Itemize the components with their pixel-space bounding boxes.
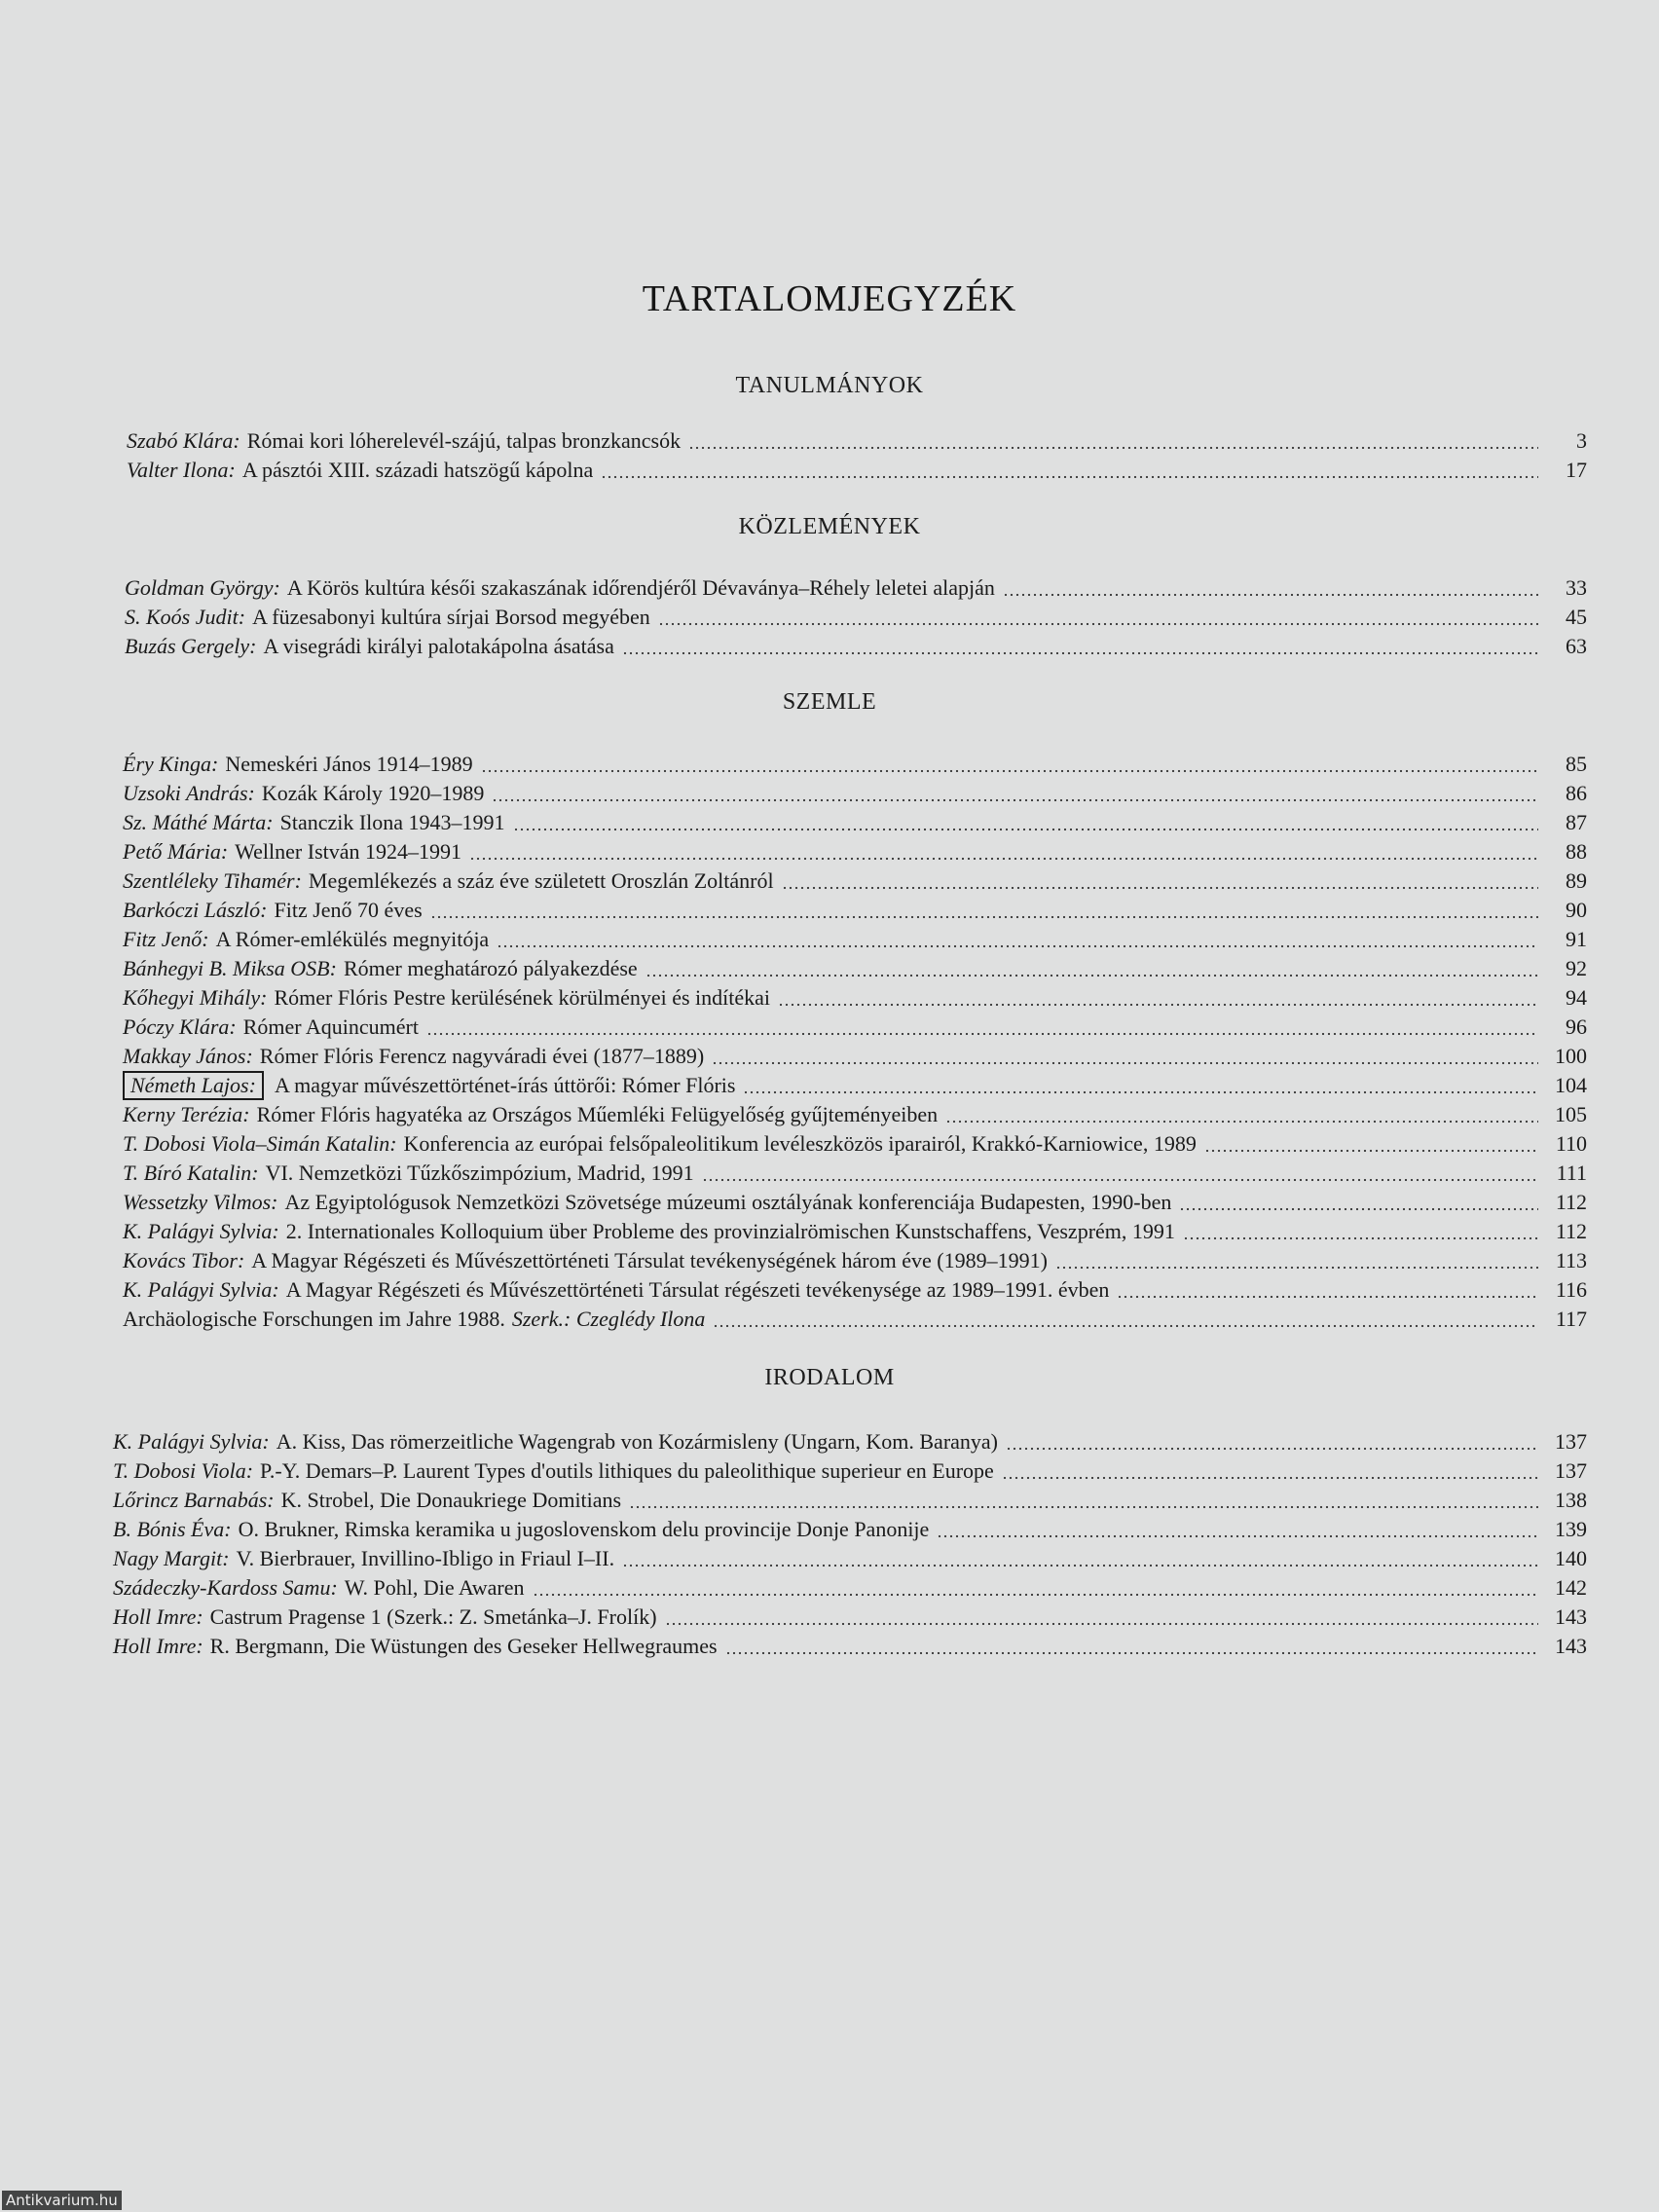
toc-entry[interactable] xyxy=(127,456,1587,485)
toc-entry[interactable] xyxy=(113,1515,1587,1544)
entry-title: Wellner István 1924–1991 xyxy=(235,839,462,864)
dot-leader xyxy=(645,956,1538,977)
entry-title: Rómer Aquincumért xyxy=(242,1014,419,1039)
entry-page-number: 113 xyxy=(1555,1248,1587,1272)
dot-leader xyxy=(497,927,1538,948)
section-list-tanulmanyok xyxy=(127,426,1587,485)
entry-page-number: 142 xyxy=(1555,1575,1587,1600)
entry-page-number: 89 xyxy=(1566,868,1587,893)
dot-leader xyxy=(622,1546,1538,1567)
entry-page-number: 104 xyxy=(1555,1073,1587,1097)
entry-title: Római kori lóherelevél-szájú, talpas bronzkancsók xyxy=(246,428,682,453)
entry-title: 2. Internationales Kolloquium über Probleme des provinzialrömischen Kunstschaffens, Veszprém, 1991 xyxy=(285,1219,1175,1243)
entry-page-number: 105 xyxy=(1555,1102,1587,1126)
dot-leader xyxy=(658,605,1538,626)
dot-leader xyxy=(1006,1429,1538,1451)
entry-title: Az Egyiptológusok Nemzetközi Szövetsége múzeumi osztályának konferenciája Budapesten, 1990-ben xyxy=(284,1190,1172,1214)
toc-entry[interactable] xyxy=(113,1632,1587,1661)
entry-author: Kovács Tibor: xyxy=(123,1248,245,1272)
entry-page-number: 87 xyxy=(1566,810,1587,834)
section-heading-kozlemenyek: KÖZLEMÉNYEK xyxy=(738,514,921,539)
entry-page-number: 85 xyxy=(1566,752,1587,776)
dot-leader xyxy=(426,1014,1538,1036)
entry-page-number: 92 xyxy=(1566,956,1587,980)
entry-author: Póczy Klára: xyxy=(123,1014,237,1039)
entry-author: Szabó Klára: xyxy=(127,428,240,453)
entry-title: Konferencia az európai felsőpaleolitikum levéleszközös iparairól, Krakkó-Karniowice, 1989 xyxy=(403,1131,1197,1156)
entry-author: B. Bónis Éva: xyxy=(113,1517,232,1541)
entry-title: A Magyar Régészeti és Művészettörténeti Társulat tevékenységének három éve (1989–1991) xyxy=(251,1248,1048,1272)
entry-title: Castrum Pragense 1 (Szerk.: Z. Smetánka–J. Frolík) xyxy=(209,1604,657,1629)
entry-author: Makkay János: xyxy=(123,1044,253,1068)
dot-leader xyxy=(1003,575,1538,597)
dot-leader xyxy=(622,634,1538,655)
entry-title: Rómer meghatározó pályakezdése xyxy=(343,956,638,980)
entry-page-number: 137 xyxy=(1555,1458,1587,1483)
entry-title: VI. Nemzetközi Tűzkőszimpózium, Madrid, 1991 xyxy=(265,1161,694,1185)
toc-entry[interactable] xyxy=(113,1544,1587,1573)
entry-page-number: 140 xyxy=(1555,1546,1587,1570)
dot-leader xyxy=(937,1517,1538,1538)
entry-author: Bánhegyi B. Miksa OSB: xyxy=(123,956,337,980)
dot-leader xyxy=(430,898,1538,919)
entry-page-number: 3 xyxy=(1576,428,1587,453)
entry-title: A Körös kultúra késői szakaszának időrendjéről Dévaványa–Réhely leletei alapján xyxy=(286,575,995,600)
entry-author: Uzsoki András: xyxy=(123,781,255,805)
toc-entry[interactable] xyxy=(113,1573,1587,1603)
toc-entry[interactable] xyxy=(113,1603,1587,1632)
entry-author: Goldman György: xyxy=(125,575,280,600)
page-title: TARTALOMJEGYZÉK xyxy=(642,278,1017,319)
entry-title: W. Pohl, Die Awaren xyxy=(344,1575,525,1600)
section-heading-szemle: SZEMLE xyxy=(782,689,877,715)
entry-page-number: 138 xyxy=(1555,1488,1587,1512)
entry-author: T. Dobosi Viola: xyxy=(113,1458,254,1483)
section-heading-tanulmanyok: TANULMÁNYOK xyxy=(735,373,924,398)
entry-page-number: 33 xyxy=(1566,575,1587,600)
section-list-szemle xyxy=(123,750,1587,1334)
entry-author: S. Koós Judit: xyxy=(125,605,246,629)
entry-title: A magyar művészettörténet-írás úttörői: Rómer Flóris xyxy=(274,1073,736,1097)
entry-title: A Rómer-emlékülés megnyitója xyxy=(215,927,490,951)
entry-author: Lőrincz Barnabás: xyxy=(113,1488,275,1512)
entry-title: O. Brukner, Rimska keramika u jugoslovenskom delu provincije Donje Panonije xyxy=(238,1517,930,1541)
entry-author: Barkóczi László: xyxy=(123,898,268,922)
toc-entry[interactable] xyxy=(123,1100,1587,1129)
entry-title: A visegrádi királyi palotakápolna ásatása xyxy=(263,634,614,658)
dot-leader xyxy=(702,1161,1538,1182)
toc-entry[interactable] xyxy=(113,1456,1587,1486)
dot-leader xyxy=(533,1575,1538,1597)
entry-page-number: 94 xyxy=(1566,985,1587,1010)
dot-leader xyxy=(778,985,1538,1007)
entry-author-boxed: Németh Lajos: xyxy=(123,1071,264,1100)
watermark: Antikvarium.hu xyxy=(2,2191,122,2210)
toc-entry[interactable] xyxy=(123,1305,1587,1334)
dot-leader xyxy=(712,1044,1538,1065)
entry-page-number: 112 xyxy=(1555,1219,1587,1243)
toc-entry[interactable] xyxy=(125,603,1587,632)
entry-author: Holl Imre: xyxy=(113,1634,203,1658)
entry-page-number: 86 xyxy=(1566,781,1587,805)
toc-entry[interactable] xyxy=(125,632,1587,661)
entry-page-number: 137 xyxy=(1555,1429,1587,1454)
dot-leader xyxy=(725,1634,1538,1655)
entry-title: A Magyar Régészeti és Művészettörténeti Társulat régészeti tevékenysége az 1989–1991. évben xyxy=(285,1277,1110,1302)
dot-leader xyxy=(1055,1248,1538,1270)
entry-title: P.-Y. Demars–P. Laurent Types d'outils lithiques du paleolithique superieur en Europe xyxy=(260,1458,994,1483)
entry-author: K. Palágyi Sylvia: xyxy=(123,1277,279,1302)
entry-title: K. Strobel, Die Donaukriege Domitians xyxy=(280,1488,622,1512)
entry-title: Fitz Jenő 70 éves xyxy=(274,898,423,922)
dot-leader xyxy=(945,1102,1538,1124)
toc-entry[interactable] xyxy=(123,1217,1587,1246)
entry-title: Rómer Flóris Pestre kerülésének körülményei és indítékai xyxy=(274,985,771,1010)
entry-page-number: 143 xyxy=(1555,1634,1587,1658)
entry-author: Kőhegyi Mihály: xyxy=(123,985,268,1010)
entry-title: Nemeskéri János 1914–1989 xyxy=(225,752,473,776)
entry-page-number: 110 xyxy=(1555,1131,1587,1156)
entry-page-number: 45 xyxy=(1566,605,1587,629)
entry-title: Megemlékezés a száz éve született Oroszlán Zoltánról xyxy=(308,868,774,893)
entry-author: Szentléleky Tihamér: xyxy=(123,868,302,893)
dot-leader xyxy=(481,752,1538,773)
entry-title: A. Kiss, Das römerzeitliche Wagengrab von Kozármisleny (Ungarn, Kom. Baranya) xyxy=(276,1429,999,1454)
entry-page-number: 63 xyxy=(1566,634,1587,658)
dot-leader xyxy=(513,810,1538,831)
entry-author: Holl Imre: xyxy=(113,1604,203,1629)
toc-entry[interactable] xyxy=(123,1129,1587,1159)
toc-entry[interactable] xyxy=(123,1275,1587,1305)
entry-title: A pásztói XIII. századi hatszögű kápolna xyxy=(241,458,594,482)
toc-entry[interactable] xyxy=(123,1188,1587,1217)
toc-entry[interactable] xyxy=(113,1486,1587,1515)
section-heading-irodalom: IRODALOM xyxy=(764,1365,895,1390)
dot-leader xyxy=(743,1073,1538,1094)
toc-entry[interactable] xyxy=(123,925,1587,954)
dot-leader xyxy=(1183,1219,1538,1240)
dot-leader xyxy=(782,868,1538,890)
toc-entry[interactable] xyxy=(123,983,1587,1013)
toc-entry[interactable] xyxy=(123,896,1587,925)
entry-author: Sz. Máthé Márta: xyxy=(123,810,274,834)
toc-entry[interactable] xyxy=(123,1042,1587,1071)
entry-page-number: 91 xyxy=(1566,927,1587,951)
toc-entry[interactable] xyxy=(123,1071,1587,1100)
entry-page-number: 111 xyxy=(1556,1161,1587,1185)
dot-leader xyxy=(492,781,1538,802)
entry-page-number: 117 xyxy=(1555,1307,1587,1331)
toc-entry[interactable] xyxy=(123,1013,1587,1042)
dot-leader xyxy=(1117,1277,1538,1299)
entry-author: Fitz Jenő: xyxy=(123,927,209,951)
entry-author: T. Dobosi Viola–Simán Katalin: xyxy=(123,1131,397,1156)
entry-title: Archäologische Forschungen im Jahre 1988. xyxy=(123,1307,505,1331)
entry-page-number: 116 xyxy=(1555,1277,1587,1302)
entry-page-number: 17 xyxy=(1566,458,1587,482)
dot-leader xyxy=(1002,1458,1538,1480)
dot-leader xyxy=(1204,1131,1538,1153)
toc-entry[interactable] xyxy=(125,573,1587,603)
toc-entry[interactable] xyxy=(123,1246,1587,1275)
toc-entry[interactable] xyxy=(123,954,1587,983)
section-list-irodalom xyxy=(113,1427,1587,1661)
entry-author: Kerny Terézia: xyxy=(123,1102,250,1126)
dot-leader xyxy=(688,428,1538,450)
dot-leader xyxy=(601,458,1538,479)
entry-author: K. Palágyi Sylvia: xyxy=(123,1219,279,1243)
entry-author: Szádeczky-Kardoss Samu: xyxy=(113,1575,338,1600)
entry-title: Rómer Flóris Ferencz nagyváradi évei (1877–1889) xyxy=(259,1044,705,1068)
dot-leader xyxy=(665,1604,1538,1626)
entry-author: Pető Mária: xyxy=(123,839,229,864)
entry-author: Nagy Margit: xyxy=(113,1546,230,1570)
toc-entry[interactable] xyxy=(123,1159,1587,1188)
dot-leader xyxy=(469,839,1538,861)
entry-title: Kozák Károly 1920–1989 xyxy=(261,781,485,805)
entry-page-number: 96 xyxy=(1566,1014,1587,1039)
entry-title: V. Bierbrauer, Invillino-Ibligo in Friaul I–II. xyxy=(236,1546,615,1570)
entry-title: A füzesabonyi kultúra sírjai Borsod megyében xyxy=(252,605,650,629)
toc-entry[interactable] xyxy=(123,837,1587,866)
toc-entry[interactable] xyxy=(127,426,1587,456)
entry-title: R. Bergmann, Die Wüstungen des Geseker Hellwegraumes xyxy=(209,1634,718,1658)
section-list-kozlemenyek xyxy=(125,573,1587,661)
dot-leader xyxy=(713,1307,1538,1328)
entry-page-number: 143 xyxy=(1555,1604,1587,1629)
entry-page-number: 139 xyxy=(1555,1517,1587,1541)
toc-entry[interactable] xyxy=(123,866,1587,896)
entry-editor: Szerk.: Czeglédy Ilona xyxy=(511,1307,706,1331)
toc-entry[interactable] xyxy=(123,750,1587,779)
toc-entry[interactable] xyxy=(123,808,1587,837)
dot-leader xyxy=(1179,1190,1538,1211)
entry-author: Éry Kinga: xyxy=(123,752,219,776)
entry-author: Wessetzky Vilmos: xyxy=(123,1190,278,1214)
entry-author: Buzás Gergely: xyxy=(125,634,257,658)
entry-page-number: 90 xyxy=(1566,898,1587,922)
entry-page-number: 100 xyxy=(1555,1044,1587,1068)
entry-author: K. Palágyi Sylvia: xyxy=(113,1429,270,1454)
entry-page-number: 88 xyxy=(1566,839,1587,864)
entry-author: T. Bíró Katalin: xyxy=(123,1161,259,1185)
entry-page-number: 112 xyxy=(1555,1190,1587,1214)
toc-entry[interactable] xyxy=(123,779,1587,808)
entry-title: Rómer Flóris hagyatéka az Országos Műemléki Felügyelőség gyűjteményeiben xyxy=(256,1102,939,1126)
entry-title: Stanczik Ilona 1943–1991 xyxy=(279,810,505,834)
dot-leader xyxy=(629,1488,1538,1509)
toc-entry[interactable] xyxy=(113,1427,1587,1456)
entry-author: Valter Ilona: xyxy=(127,458,236,482)
